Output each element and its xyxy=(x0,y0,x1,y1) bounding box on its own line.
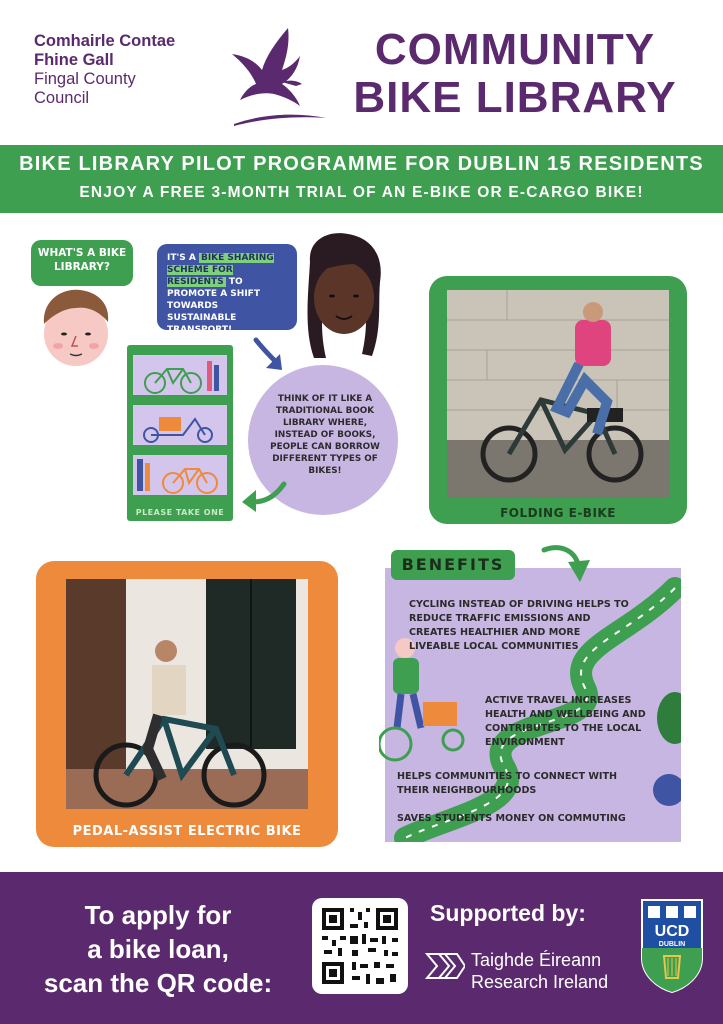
arrow-left-icon xyxy=(238,478,288,514)
research-ireland-irish: Taighde Éireann xyxy=(471,950,602,970)
pedal-assist-photo xyxy=(66,579,308,809)
folding-ebike-photo xyxy=(447,290,669,498)
boy-face-illustration xyxy=(36,284,116,368)
ucd-crest xyxy=(640,898,704,994)
council-line-irish-2: Fhine Gall xyxy=(34,51,114,69)
answer-part-1: IT'S A xyxy=(167,253,199,263)
title-line-1: COMMUNITY xyxy=(374,25,656,74)
benefit-item-2: ACTIVE TRAVEL INCREASES HEALTH AND WELLBEING AND CONTRIBUTES TO THE LOCAL ENVIRONMENT xyxy=(485,695,646,748)
council-line-english-1: Fingal County xyxy=(34,70,136,88)
folding-ebike-caption: FOLDING E-BIKE xyxy=(500,506,616,520)
benefits-panel xyxy=(385,568,681,842)
programme-banner xyxy=(0,145,723,213)
explain-bubble: THINK OF IT LIKE A TRADITIONAL BOOK LIBRARY WHERE, INSTEAD OF BOOKS, PEOPLE CAN BORROW DIFFERENT TYPES OF BIKES! xyxy=(248,365,398,515)
supported-by-heading: Supported by: xyxy=(430,900,586,926)
title-line-2: BIKE LIBRARY xyxy=(353,73,677,122)
answer-part-2: TO PROMOTE A SHIFT TOWARDS SUSTAINABLE TRANSPORT! xyxy=(167,277,260,335)
arrow-down-icon xyxy=(250,336,290,376)
pedal-assist-card xyxy=(36,561,338,847)
ucd-dublin-label: DUBLIN xyxy=(658,941,686,948)
answer-bubble xyxy=(157,244,297,335)
shelf-slot-cargo-bike xyxy=(133,405,227,445)
ucd-label: UCD xyxy=(654,923,690,940)
girl-face-illustration xyxy=(298,232,388,362)
folding-ebike-card xyxy=(429,276,687,524)
ucd-crest-icon xyxy=(640,898,704,994)
qr-code-icon xyxy=(312,898,408,994)
benefit-item-1: CYCLING INSTEAD OF DRIVING HELPS TO REDUCE TRAFFIC EMISSIONS AND CREATES HEALTHIER AND MORE LIVEABLE LOCAL COMMUNITIES xyxy=(409,599,629,652)
bike-icon xyxy=(133,355,227,395)
page-title xyxy=(345,26,685,122)
shelf-slot-ebike xyxy=(133,455,227,495)
arrow-down-right-icon xyxy=(540,542,592,586)
shelf-label: PLEASE TAKE ONE xyxy=(135,508,225,517)
banner-headline: BIKE LIBRARY PILOT PROGRAMME FOR DUBLIN 15 RESIDENTS xyxy=(19,153,704,175)
apply-line-1: To apply for xyxy=(84,900,232,930)
answer-highlight: BIKE SHARING SCHEME FOR RESIDENTS xyxy=(167,253,274,287)
benefit-item-3: HELPS COMMUNITIES TO CONNECT WITH THEIR NEIGHBOURHOODS xyxy=(397,771,618,796)
apply-instructions xyxy=(24,898,292,1000)
cargo-bike-icon xyxy=(133,405,227,445)
research-ireland-name xyxy=(471,949,608,993)
bookshelf-illustration xyxy=(127,345,233,521)
research-ireland-logo-icon xyxy=(425,946,465,986)
council-line-irish-1: Comhairle Contae xyxy=(34,32,176,50)
benefits-heading: BENEFITS xyxy=(391,550,515,580)
council-name xyxy=(34,32,224,108)
shelf-slot-bike xyxy=(133,355,227,395)
banner-subline: ENJOY A FREE 3-MONTH TRIAL OF AN E-BIKE OR E-CARGO BIKE! xyxy=(79,184,644,201)
apply-line-2: a bike loan, xyxy=(87,934,229,964)
qr-code[interactable] xyxy=(312,898,408,994)
apply-line-3: scan the QR code: xyxy=(43,968,273,998)
benefit-item-4: SAVES STUDENTS MONEY ON COMMUTING xyxy=(397,813,626,824)
research-ireland-english: Research Ireland xyxy=(471,972,609,992)
pedal-assist-caption: PEDAL-ASSIST ELECTRIC BIKE xyxy=(72,824,302,839)
osprey-bird-icon xyxy=(226,22,336,132)
council-line-english-2: Council xyxy=(34,89,90,107)
question-bubble: WHAT'S A BIKE LIBRARY? xyxy=(31,240,133,286)
ebike-icon xyxy=(133,455,227,495)
